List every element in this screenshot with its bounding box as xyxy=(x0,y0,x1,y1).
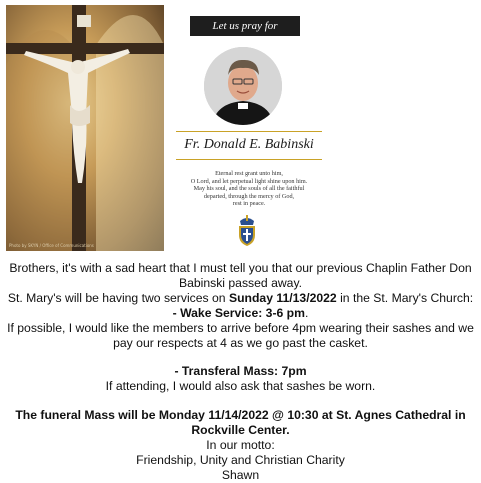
divider-top xyxy=(176,131,322,132)
message-line: Brothers, it's with a sad heart that I must tell you that our previous Chaplin Father Don xyxy=(9,261,472,275)
motto-intro: In our motto: xyxy=(206,438,275,453)
memorial-banner xyxy=(6,5,326,251)
signature: Shawn xyxy=(221,467,260,482)
message-line: If possible, I would like the members to arrive before 4pm wearing their sashes and we xyxy=(7,320,474,335)
priest-name: Fr. Donald E. Babinski xyxy=(184,137,314,152)
services-location: in the St. Mary's Church: xyxy=(336,290,474,305)
prayer-text xyxy=(172,170,326,208)
prayer-line: O Lord, and let perpetual light shine upon him. xyxy=(190,177,308,185)
message-line: If attending, I would also ask that sashes be worn. xyxy=(105,379,376,394)
crucifix-image xyxy=(6,5,164,251)
priest-portrait xyxy=(204,47,282,125)
memorial-card xyxy=(164,5,326,251)
transferal-mass xyxy=(0,364,481,379)
spacer xyxy=(0,350,481,364)
wake-suffix: . xyxy=(304,305,309,320)
prayer-line: May his soul, and the souls of all the faithful xyxy=(193,185,305,193)
divider-bottom xyxy=(176,159,322,160)
funeral-location: Rockville Center. xyxy=(191,423,290,438)
transferal-mass-text: - Transferal Mass: 7pm xyxy=(174,364,307,379)
message-line: pay our respects at 4 as we go past the casket. xyxy=(113,335,368,350)
diocese-crest-icon xyxy=(236,215,258,247)
let-us-pray-tag: Let us pray for xyxy=(190,16,300,36)
funeral-line xyxy=(0,408,481,423)
funeral-text: The funeral Mass will be Monday 11/14/2022 @ 10:30 at St. Agnes Cathedral in xyxy=(15,408,466,423)
message-line: Babinski passed away. xyxy=(178,275,303,290)
photo-credit: Photo by SKYN / Office of Communications xyxy=(9,243,94,248)
wake-line xyxy=(0,306,481,321)
funeral-line xyxy=(0,423,481,438)
prayer-line: departed, through the mercy of God, xyxy=(203,192,295,200)
wake-prefix: - xyxy=(172,305,181,320)
services-date: Sunday 11/13/2022 xyxy=(228,290,337,305)
prayer-line: Eternal rest grant unto him, xyxy=(215,170,283,177)
services-text: St. Mary's will be having two services on xyxy=(7,290,229,305)
message-body xyxy=(0,261,481,483)
prayer-line: rest in peace. xyxy=(232,200,266,208)
services-line xyxy=(0,291,481,306)
wake-service: Wake Service: 3-6 pm xyxy=(180,305,305,320)
spacer xyxy=(0,394,481,408)
motto: Friendship, Unity and Christian Charity xyxy=(136,452,345,467)
